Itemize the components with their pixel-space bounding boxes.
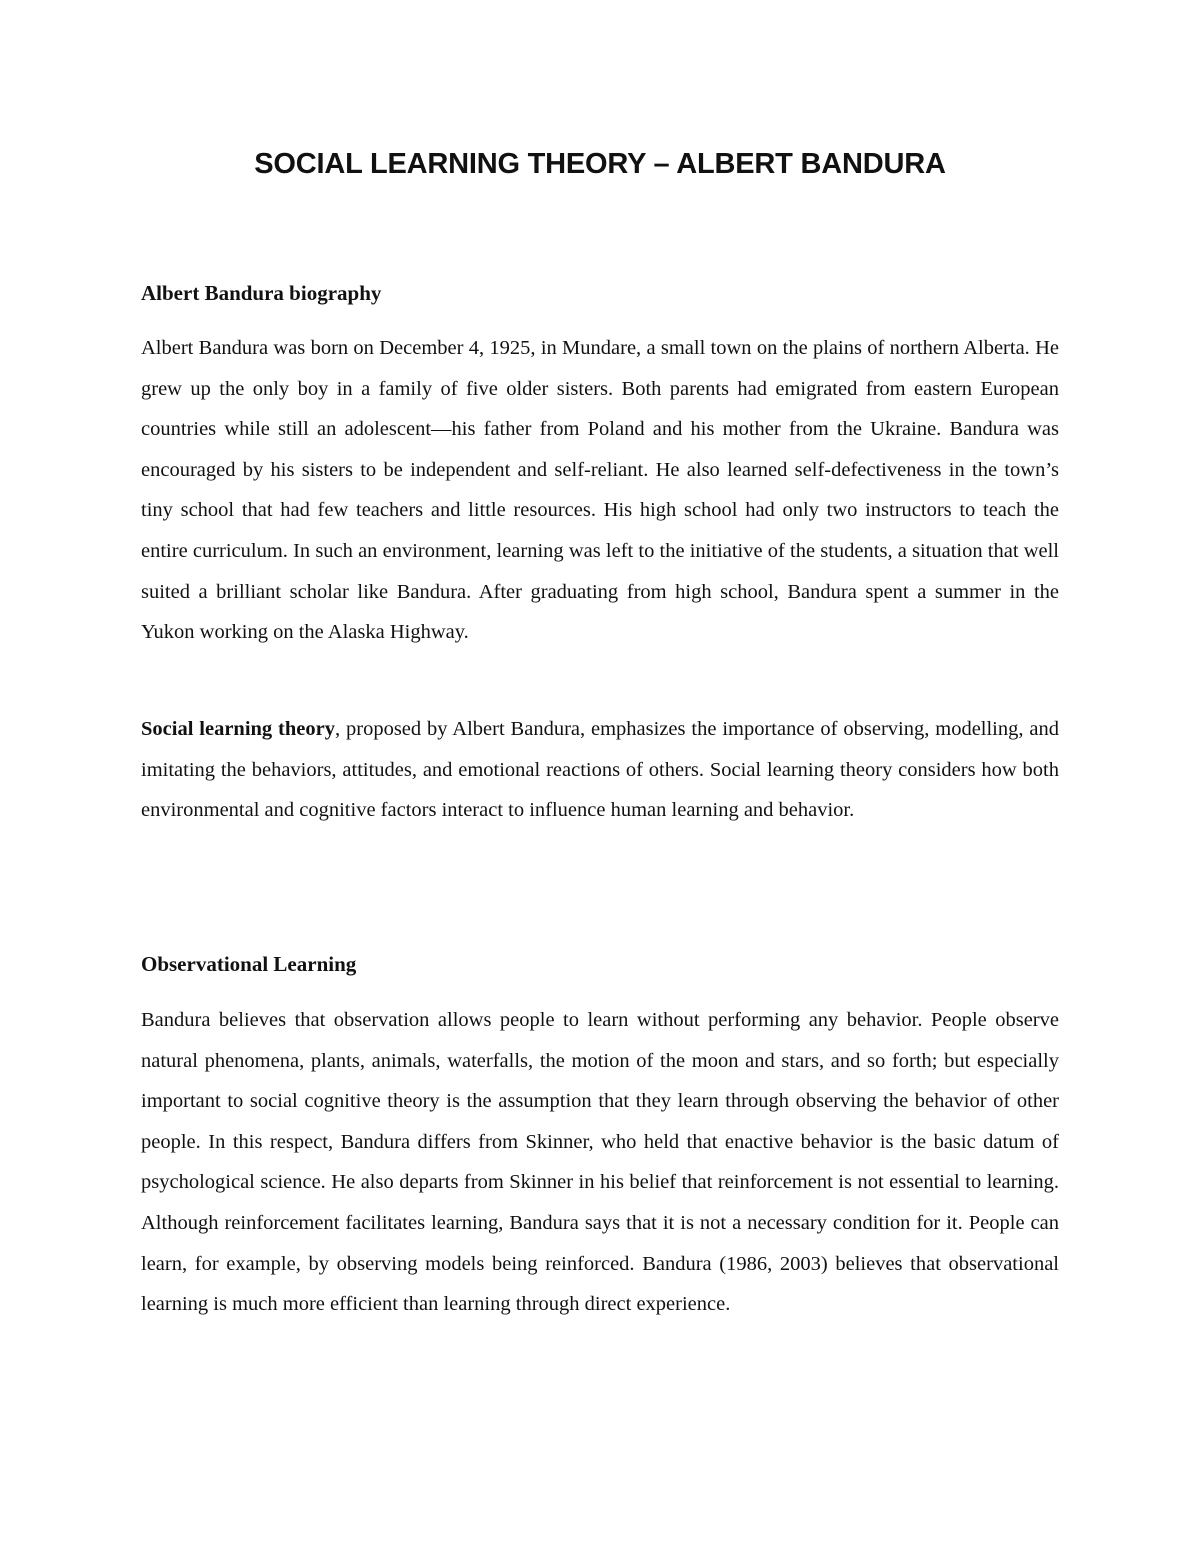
paragraph-observational-learning: Bandura believes that observation allows people to learn without performing any behavior. People observe natural phenomena, plants, animals, waterfalls, the motion of the moon and stars, and so forth; but especially important to social cognitive theory is the assumption that they learn through observing the behavior of other people. In this respect, Bandura differs from Skinner, who held that enactive behavior is the basic datum of psychological science. He also departs from Skinner in his belief that reinforcement is not essential to learning. Although reinforcement facilitates learning, Bandura says that it is not a necessary condition for it. People can learn, for example, by observing models being reinforced. Bandura (1986, 2003) believes that observational learning is much more efficient than learning through direct experience.: [141, 1009, 1059, 1316]
section-heading-observational-learning: Observational Learning: [141, 952, 357, 976]
bold-term-social-learning-theory: Social learning theory: [141, 718, 335, 740]
document-title: SOCIAL LEARNING THEORY – ALBERT BANDURA: [254, 148, 946, 180]
paragraph-social-learning-theory: [141, 709, 1059, 831]
section-heading-biography: Albert Bandura biography: [141, 281, 382, 305]
paragraph-biography: Albert Bandura was born on December 4, 1925, in Mundare, a small town on the plains of northern Alberta. He grew up the only boy in a family of five older sisters. Both parents had emigrated from eastern European countries while still an adolescent—his father from Poland and his mother from the Ukraine. Bandura was encouraged by his sisters to be independent and self-reliant. He also learned self-defectiveness in the town’s tiny school that had few teachers and little resources. His high school had only two instructors to teach the entire curriculum. In such an environment, learning was left to the initiative of the students, a situation that well suited a brilliant scholar like Bandura. After graduating from high school, Bandura spent a summer in the Yukon working on the Alaska Highway.: [141, 337, 1059, 644]
paragraph-social-learning-theory-text: , proposed by Albert Bandura, emphasizes the importance of observing, modelling, and imitating the behaviors, attitudes, and emotional reactions of others. Social learning theory considers how both environmental and cognitive factors interact to influence human learning and behavior.: [141, 718, 1059, 822]
